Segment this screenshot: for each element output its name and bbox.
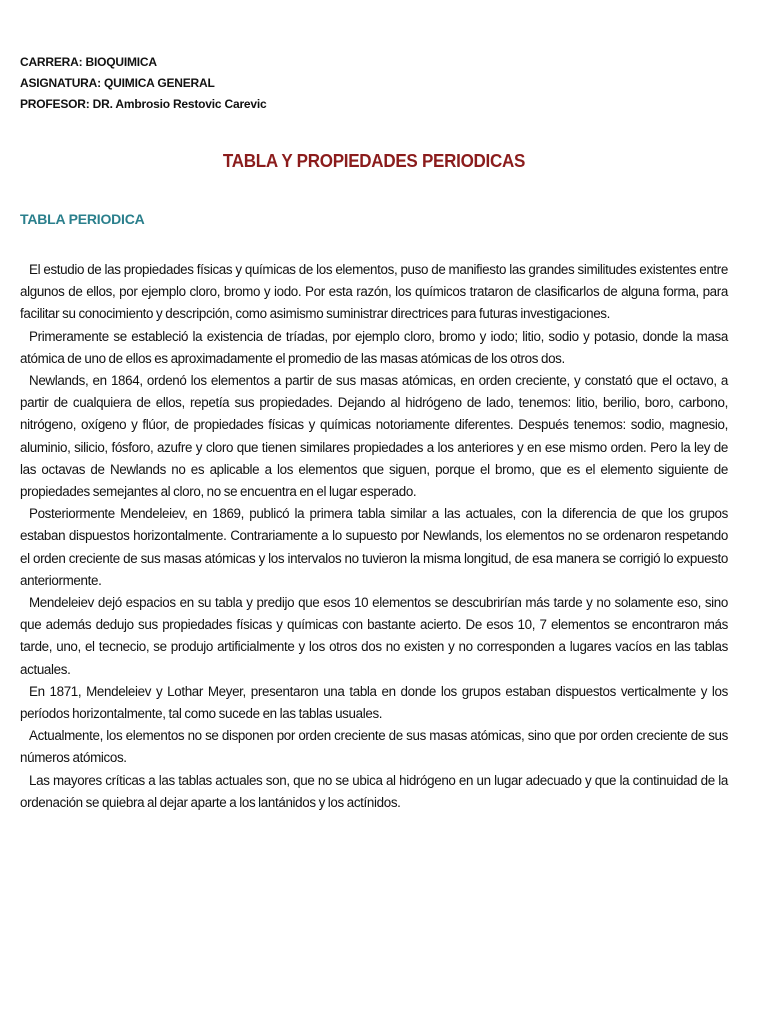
- paragraph: Primeramente se estableció la existencia de tríadas, por ejemplo cloro, bromo y iodo; litio, sodio y potasio, donde la masa atómica de uno de ellos es aproximadamente el promedio de las masas atómicas de los otros dos.: [20, 328, 728, 366]
- section-body: [20, 259, 728, 814]
- paragraph: En 1871, Mendeleiev y Lothar Meyer, presentaron una tabla en donde los grupos estaban dispuestos verticalmente y los períodos horizontalmente, tal como sucede en las tablas usuales.: [20, 683, 728, 722]
- carrera-line: CARRERA: BIOQUIMICA: [20, 55, 157, 69]
- asignatura-line: ASIGNATURA: QUIMICA GENERAL: [20, 76, 215, 90]
- section-heading: TABLA PERIODICA: [20, 211, 145, 227]
- paragraph: Newlands, en 1864, ordenó los elementos a partir de sus masas atómicas, en orden creciente, y constató que el octavo, a partir de cualquiera de ellos, repetía sus propiedades. Dejando al hidrógeno de lado, tenemos: litio, berilio, boro, carbono, nitrógeno, oxígeno y flúor, de propiedades físicas y químicas notoriamente diferentes. Después tenemos: sodio, magnesio, aluminio, silicio, fósforo, azufre y cloro que tienen similares propiedades a los anteriores y en ese mismo orden. Pero la ley de las octavas de Newlands no es aplicable a los elementos que siguen, porque el bromo, que es el elemento siguiente de propiedades semejantes al cloro, no se encuentra en el lugar esperado.: [20, 373, 728, 500]
- paragraph: El estudio de las propiedades físicas y químicas de los elementos, puso de manifiesto las grandes similitudes existentes entre algunos de ellos, por ejemplo cloro, bromo y iodo. Por esta razón, los químicos trataron de clasificarlos de alguna forma, para facilitar su conocimiento y descripción, como asimismo suministrar directrices para futuras investigaciones.: [20, 262, 728, 322]
- paragraph: Posteriormente Mendeleiev, en 1869, publicó la primera tabla similar a las actuales, con la diferencia de que los grupos estaban dispuestos horizontalmente. Contrariamente a lo supuesto por Newlands, los elementos no se ordenaron respetando el orden creciente de sus masas atómicas y los intervalos no tuvieron la misma longitud, de esa manera se corrigió lo expuesto anteriormente.: [20, 506, 728, 588]
- profesor-line: PROFESOR: DR. Ambrosio Restovic Carevic: [20, 97, 267, 111]
- paragraph: Mendeleiev dejó espacios en su tabla y predijo que esos 10 elementos se descubrirían más tarde y no solamente eso, sino que además dedujo sus propiedades físicas y químicas con bastante acierto. De esos 10, 7 elementos se encontraron más tarde, uno, el tecnecio, se produjo artificialmente y los otros dos no existen y no corresponden a lugares vacíos en las tablas actuales.: [20, 595, 728, 677]
- paragraph: Las mayores críticas a las tablas actuales son, que no se ubica al hidrógeno en un lugar adecuado y que la continuidad de la ordenación se quiebra al dejar aparte a los lantánidos y los actínidos.: [20, 772, 728, 810]
- document-header: [20, 52, 740, 115]
- paragraph: Actualmente, los elementos no se disponen por orden creciente de sus masas atómicas, sino que por orden creciente de sus números atómicos.: [20, 728, 728, 766]
- document-title: TABLA Y PROPIEDADES PERIODICAS: [222, 150, 526, 171]
